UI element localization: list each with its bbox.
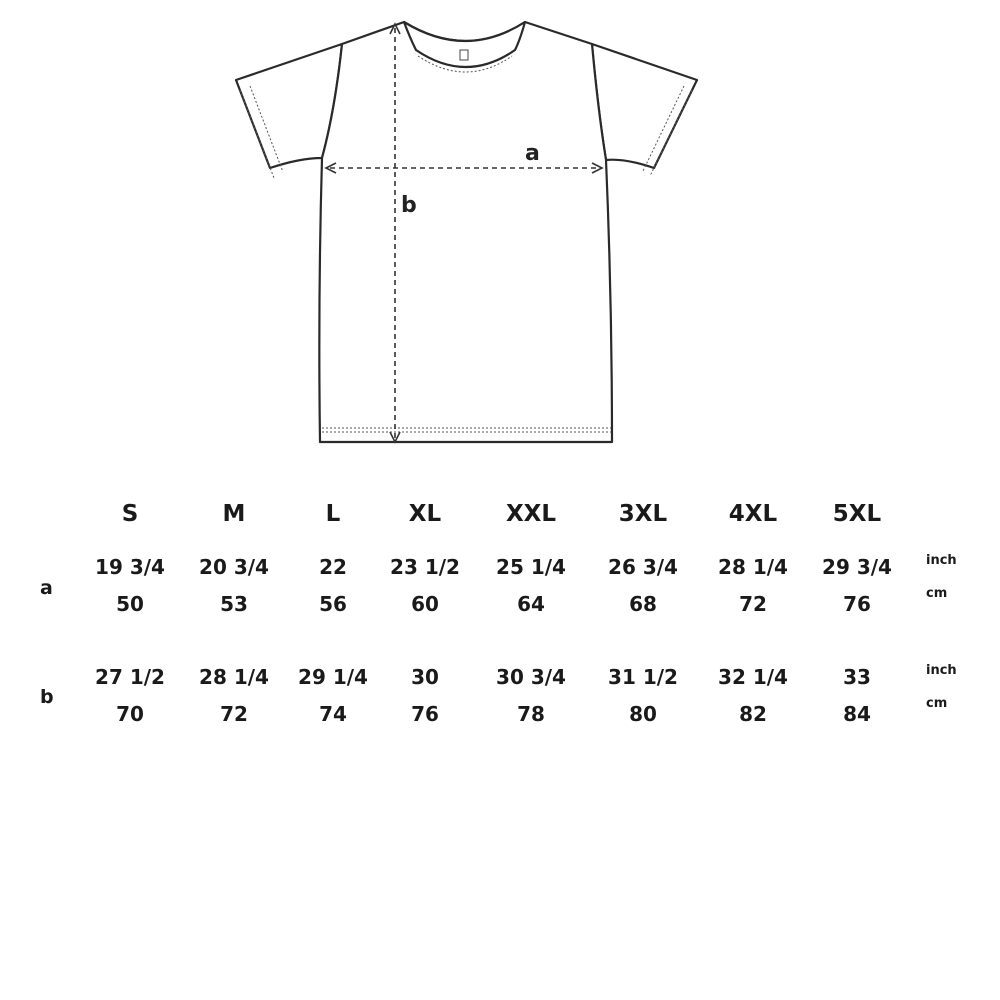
value-inch: 30 3/4 (496, 665, 566, 689)
size-header: XXL (505, 501, 557, 527)
value-inch: 22 (319, 555, 347, 579)
size-header: L (325, 501, 341, 527)
value-inch: 31 1/2 (608, 665, 678, 689)
value-cm: 74 (319, 702, 347, 726)
value-cm: 76 (411, 702, 439, 726)
unit-cm: cm (926, 586, 948, 601)
value-cm: 56 (319, 592, 347, 616)
value-cm: 76 (843, 592, 871, 616)
row-label: a (40, 577, 53, 599)
value-inch: 33 (843, 665, 871, 689)
value-inch: 29 1/4 (298, 665, 368, 689)
value-cm: 60 (411, 592, 439, 616)
value-cm: 72 (739, 592, 767, 616)
value-cm: 64 (517, 592, 545, 616)
value-cm: 82 (739, 702, 767, 726)
value-inch: 23 1/2 (390, 555, 460, 579)
value-inch: 25 1/4 (496, 555, 566, 579)
right-sleeve (592, 44, 697, 168)
unit-inch: inch (926, 553, 957, 568)
value-cm: 68 (629, 592, 657, 616)
size-header: 3XL (618, 501, 668, 527)
value-cm: 80 (629, 702, 657, 726)
tshirt-diagram (0, 0, 1000, 460)
value-cm: 50 (116, 592, 144, 616)
value-inch: 27 1/2 (95, 665, 165, 689)
value-inch: 29 3/4 (822, 555, 892, 579)
value-cm: 53 (220, 592, 248, 616)
size-header: XL (408, 501, 442, 527)
size-header: M (222, 501, 246, 527)
size-header: 4XL (728, 501, 778, 527)
unit-inch: inch (926, 663, 957, 678)
label-b: b (401, 193, 417, 218)
value-inch: 28 1/4 (199, 665, 269, 689)
shirt-body (319, 22, 612, 442)
value-cm: 72 (220, 702, 248, 726)
value-cm: 70 (116, 702, 144, 726)
unit-cm: cm (926, 696, 948, 711)
row-label: b (40, 686, 54, 708)
label-a: a (525, 141, 540, 166)
value-inch: 26 3/4 (608, 555, 678, 579)
value-inch: 28 1/4 (718, 555, 788, 579)
size-header: 5XL (832, 501, 882, 527)
value-inch: 20 3/4 (199, 555, 269, 579)
value-cm: 84 (843, 702, 871, 726)
value-inch: 19 3/4 (95, 555, 165, 579)
value-inch: 32 1/4 (718, 665, 788, 689)
value-inch: 30 (411, 665, 439, 689)
value-cm: 78 (517, 702, 545, 726)
size-header: S (121, 501, 139, 527)
